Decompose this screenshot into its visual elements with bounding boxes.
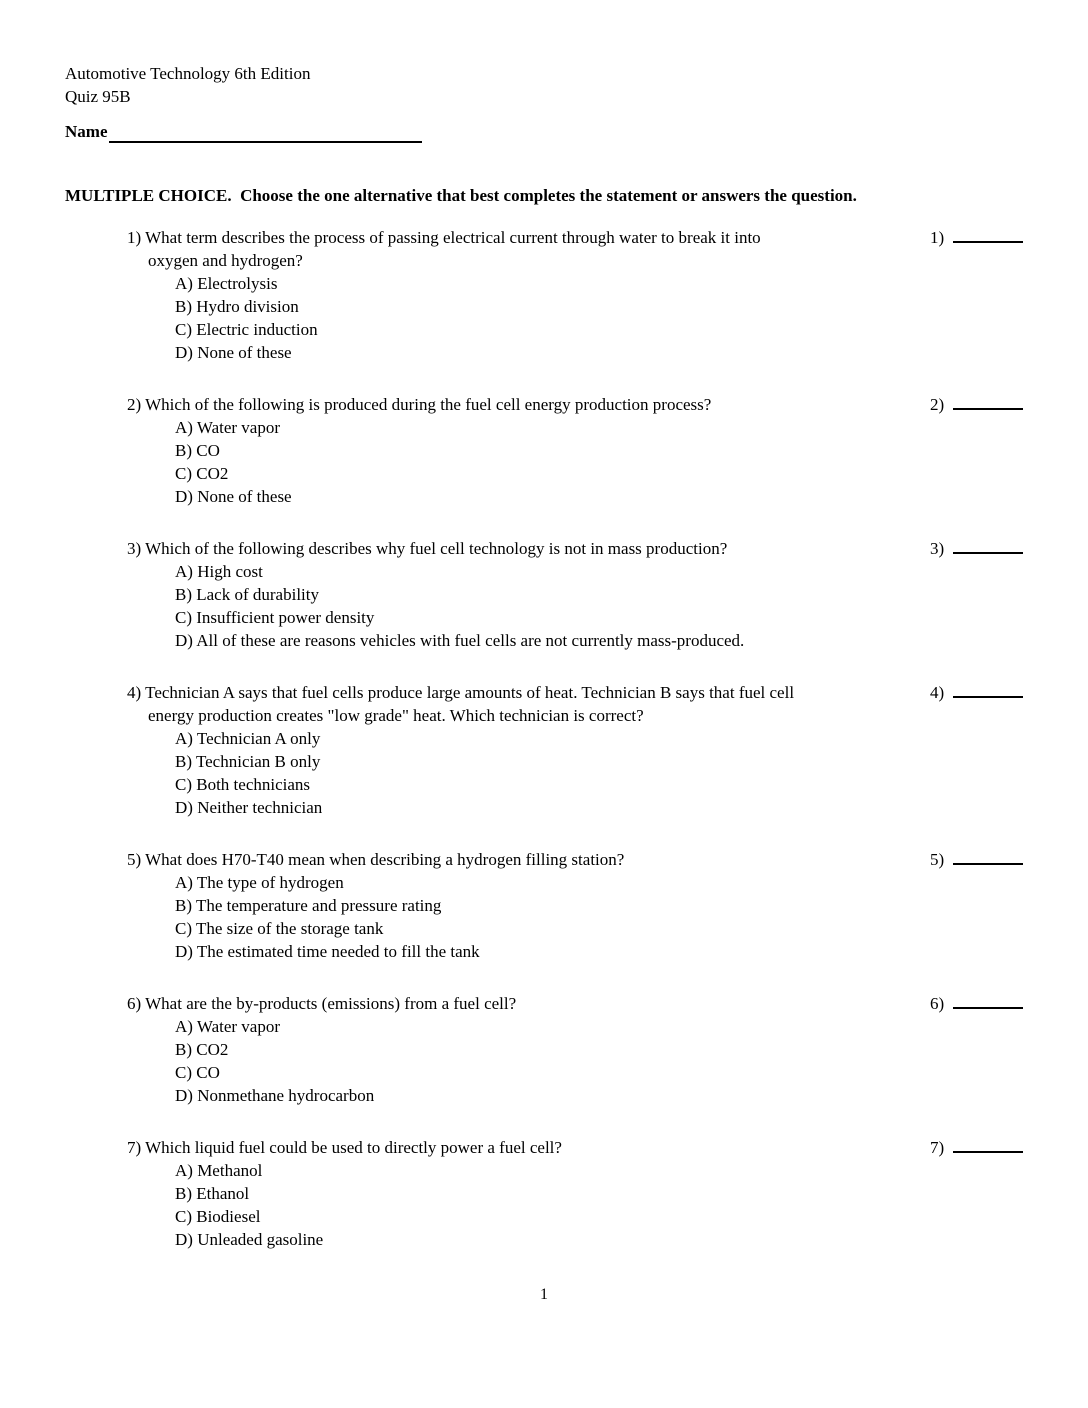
answer-blank-line bbox=[953, 395, 1023, 410]
answer-blank-line bbox=[953, 539, 1023, 554]
option-line: C) Both technicians bbox=[175, 775, 311, 794]
question-number: 2) bbox=[127, 395, 142, 414]
answer-label: 6) bbox=[930, 994, 945, 1013]
option-line: C) Insufficient power density bbox=[175, 608, 375, 627]
option-line: D) All of these are reasons vehicles with fuel cells are not currently mass-produced. bbox=[175, 631, 745, 650]
answer-blank-line bbox=[953, 683, 1023, 698]
answer-blank-line bbox=[953, 228, 1023, 243]
answer-label: 3) bbox=[930, 539, 945, 558]
option-line: C) The size of the storage tank bbox=[175, 919, 384, 938]
option-line: B) Ethanol bbox=[175, 1184, 250, 1203]
options-list bbox=[127, 727, 1088, 819]
option-line: B) Lack of durability bbox=[175, 585, 319, 604]
options-list bbox=[127, 416, 1088, 508]
answer-area-3 bbox=[930, 537, 1023, 560]
answer-area-1 bbox=[930, 226, 1023, 249]
question-number: 6) bbox=[127, 994, 142, 1013]
page-number: 1 bbox=[540, 1286, 548, 1303]
option-line: A) Technician A only bbox=[175, 729, 321, 748]
question-text: 4) Technician A says that fuel cells produce large amounts of heat. Technician B says that fuel cell energy production creates "low grade" heat. Which technician is correct? bbox=[127, 683, 795, 725]
name-row bbox=[65, 120, 422, 143]
question-5 bbox=[127, 848, 1088, 963]
option-line: D) Neither technician bbox=[175, 798, 323, 817]
question-6 bbox=[127, 992, 1088, 1107]
question-text: 6) What are the by-products (emissions) from a fuel cell? bbox=[127, 994, 517, 1013]
option-line: A) Electrolysis bbox=[175, 274, 278, 293]
questions-list bbox=[127, 226, 1088, 1280]
option-line: C) CO2 bbox=[175, 464, 229, 483]
name-label: Name bbox=[65, 122, 108, 141]
question-3 bbox=[127, 537, 1088, 652]
option-line: B) Technician B only bbox=[175, 752, 321, 771]
option-line: C) Electric induction bbox=[175, 320, 318, 339]
name-blank-line bbox=[109, 125, 422, 143]
option-line: A) Methanol bbox=[175, 1161, 263, 1180]
answer-label: 4) bbox=[930, 683, 945, 702]
option-line: B) CO2 bbox=[175, 1040, 229, 1059]
answer-label: 1) bbox=[930, 228, 945, 247]
question-text: 7) Which liquid fuel could be used to directly power a fuel cell? bbox=[127, 1138, 562, 1157]
option-line: A) The type of hydrogen bbox=[175, 873, 344, 892]
question-number: 3) bbox=[127, 539, 142, 558]
options-list bbox=[127, 272, 1088, 364]
question-number: 5) bbox=[127, 850, 142, 869]
options-list bbox=[127, 560, 1088, 652]
answer-blank-line bbox=[953, 1138, 1023, 1153]
answer-blank-line bbox=[953, 994, 1023, 1009]
instruction-line: MULTIPLE CHOICE. Choose the one alternative that best completes the statement or answers the question. bbox=[65, 186, 857, 205]
question-number: 1) bbox=[127, 228, 142, 247]
options-list bbox=[127, 1015, 1088, 1107]
document-header bbox=[65, 62, 310, 108]
question-text: 3) Which of the following describes why fuel cell technology is not in mass production? bbox=[127, 539, 728, 558]
answer-area-4 bbox=[930, 681, 1023, 704]
question-number: 7) bbox=[127, 1138, 142, 1157]
question-4 bbox=[127, 681, 1088, 819]
document-title: Automotive Technology 6th Edition bbox=[65, 64, 311, 83]
option-line: D) Nonmethane hydrocarbon bbox=[175, 1086, 375, 1105]
quiz-number: Quiz 95B bbox=[65, 87, 131, 106]
option-line: D) None of these bbox=[175, 343, 292, 362]
options-list bbox=[127, 871, 1088, 963]
option-line: D) The estimated time needed to fill the tank bbox=[175, 942, 480, 961]
option-line: B) Hydro division bbox=[175, 297, 299, 316]
option-line: A) Water vapor bbox=[175, 418, 280, 437]
question-1 bbox=[127, 226, 1088, 364]
question-text: 2) Which of the following is produced during the fuel cell energy production process? bbox=[127, 395, 712, 414]
question-7 bbox=[127, 1136, 1088, 1251]
answer-area-2 bbox=[930, 393, 1023, 416]
question-number: 4) bbox=[127, 683, 142, 702]
answer-area-7 bbox=[930, 1136, 1023, 1159]
option-line: C) CO bbox=[175, 1063, 220, 1082]
answer-label: 2) bbox=[930, 395, 945, 414]
answer-label: 5) bbox=[930, 850, 945, 869]
option-line: B) The temperature and pressure rating bbox=[175, 896, 442, 915]
option-line: A) High cost bbox=[175, 562, 263, 581]
answer-label: 7) bbox=[930, 1138, 945, 1157]
options-list bbox=[127, 1159, 1088, 1251]
option-line: D) Unleaded gasoline bbox=[175, 1230, 324, 1249]
question-2 bbox=[127, 393, 1088, 508]
option-line: D) None of these bbox=[175, 487, 292, 506]
answer-blank-line bbox=[953, 850, 1023, 865]
answer-area-6 bbox=[930, 992, 1023, 1015]
option-line: B) CO bbox=[175, 441, 220, 460]
option-line: A) Water vapor bbox=[175, 1017, 280, 1036]
question-text: 1) What term describes the process of passing electrical current through water to break it into oxygen and hydrogen? bbox=[127, 228, 761, 270]
answer-area-5 bbox=[930, 848, 1023, 871]
option-line: C) Biodiesel bbox=[175, 1207, 261, 1226]
question-text: 5) What does H70-T40 mean when describing a hydrogen filling station? bbox=[127, 850, 625, 869]
